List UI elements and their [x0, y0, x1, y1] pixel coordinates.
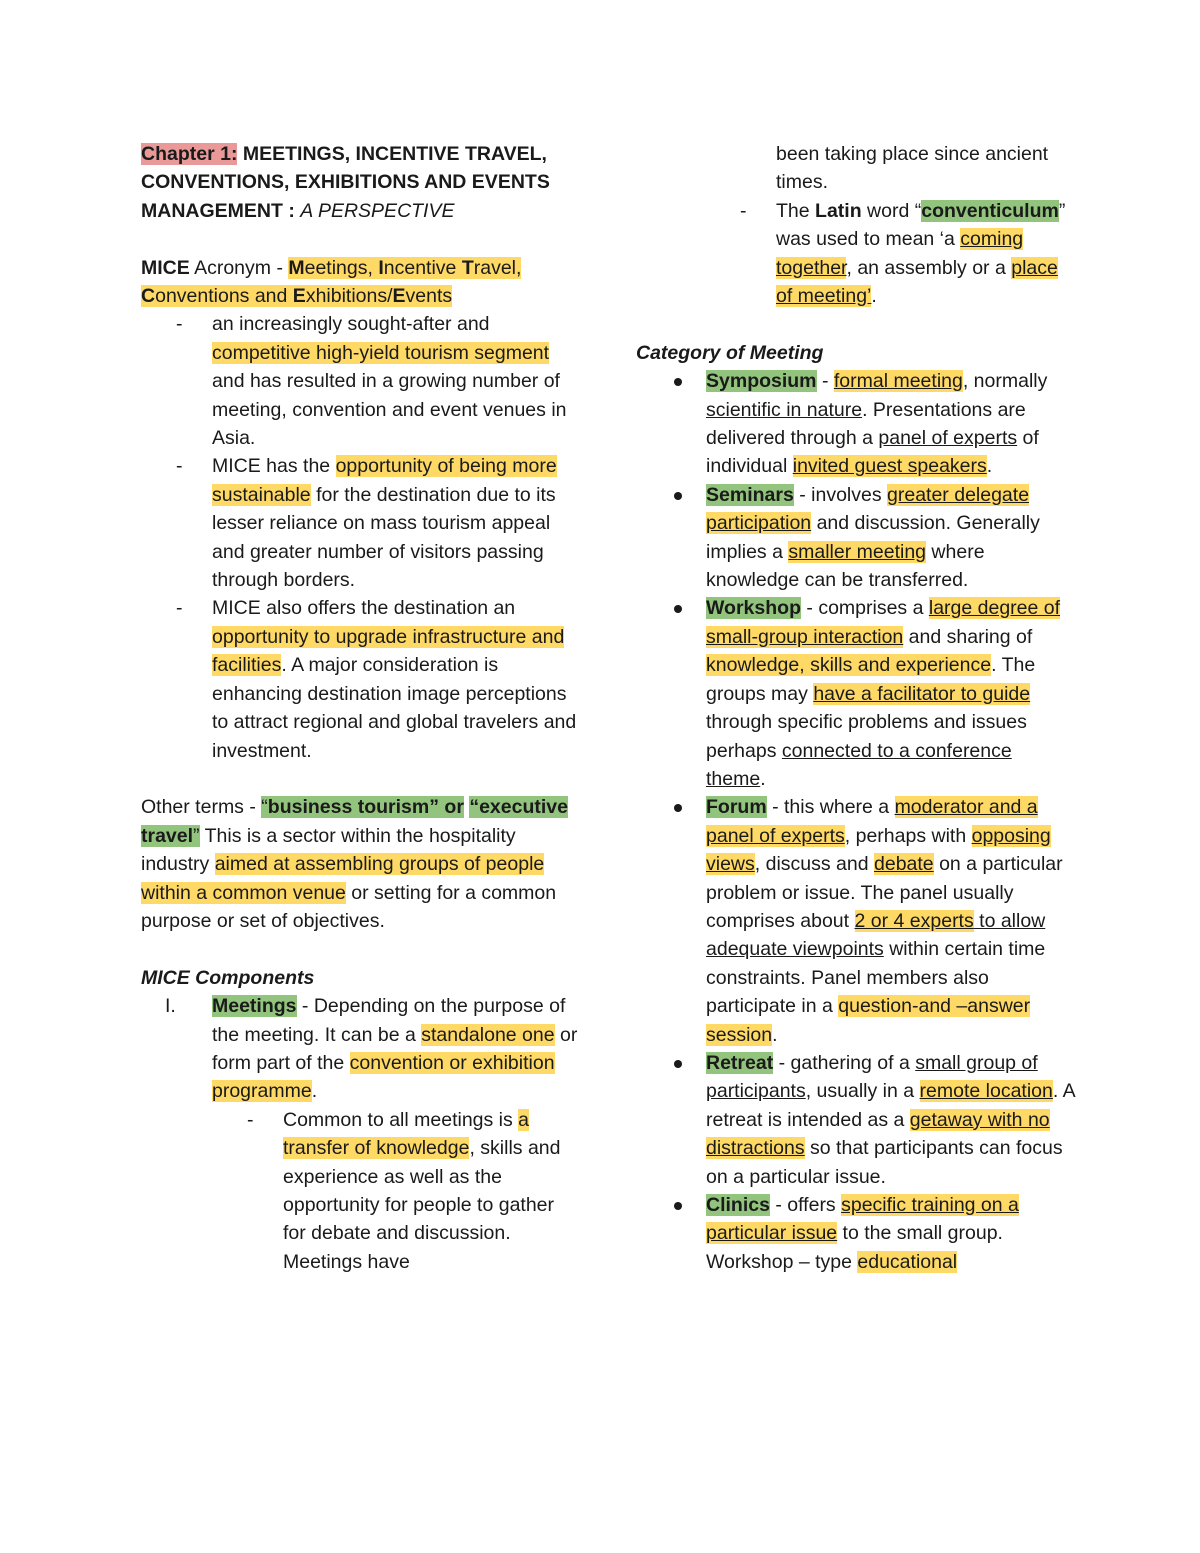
category-text: , usually in a: [805, 1080, 920, 1103]
chapter-title: MEETINGS, INCENTIVE TRAVEL, CONVENTIONS, EXHIBITIONS AND EVENTS MANAGEMENT :: [141, 143, 550, 222]
category-text: . The groups may: [706, 654, 1036, 705]
latin-label: Latin: [815, 199, 862, 222]
category-text: , perhaps with: [844, 824, 972, 847]
mice-acronym-line: [141, 254, 581, 311]
sub-highlight: a transfer of knowledge: [283, 1108, 530, 1160]
category-item-symposium: [636, 367, 1076, 481]
category-text: and sharing of: [903, 625, 1033, 648]
bullet-dot: [674, 378, 682, 386]
acronym-letter: I: [378, 256, 384, 279]
quote-open: “: [261, 796, 268, 819]
latin-text-a: The: [776, 199, 816, 222]
category-highlight: greater delegate participation: [706, 483, 1030, 535]
category-term: Seminars: [706, 483, 794, 506]
other-terms-text-a: This is a sector within the hospitality industry: [141, 824, 516, 876]
components-heading-text: MICE Components: [141, 966, 315, 989]
category-text: - offers: [769, 1194, 842, 1217]
other-terms-paragraph: [141, 793, 581, 935]
mice-bullet: [141, 594, 581, 764]
category-text: , normally: [962, 370, 1048, 393]
acronym-rest: ncentive: [383, 256, 462, 279]
component-meetings: [141, 992, 581, 1106]
term-business-tourism: business tourism” or: [267, 796, 464, 819]
left-column: [141, 140, 581, 1276]
dash-marker: -: [176, 597, 183, 620]
category-item-seminars: [636, 481, 1076, 595]
acronym-letter: M: [288, 256, 305, 279]
bullet-text: . A major consideration is enhancing destination image perceptions to attract regional and global travelers and investment.: [212, 654, 577, 762]
category-text: .: [772, 1023, 778, 1046]
category-text: of individual: [706, 427, 1039, 478]
category-highlight: specific training on a particular issue: [706, 1194, 1019, 1245]
category-heading: [636, 339, 1076, 367]
category-text: .: [986, 455, 993, 478]
meetings-text-c: .: [311, 1080, 318, 1103]
category-text: on a particular problem or issue. The panel usually comprises about: [706, 853, 1063, 932]
category-term: Forum: [706, 796, 767, 819]
quote-close: ”: [193, 824, 200, 847]
category-item-forum: [636, 793, 1076, 1049]
category-highlight: formal meeting: [833, 370, 963, 393]
acronym-rest: eetings,: [304, 256, 379, 279]
category-text: , discuss and: [754, 853, 874, 876]
category-text: - gathering of a: [773, 1051, 916, 1074]
acronym-rest: onventions and: [155, 285, 293, 308]
latin-highlight-2: place of meeting’: [776, 256, 1058, 308]
acronym-rest: ravel,: [473, 256, 522, 279]
term-executive-travel: “executive travel: [141, 796, 568, 847]
latin-highlight-1: coming together: [776, 228, 1024, 279]
bullet-dot: [674, 492, 682, 500]
sub-text-b: , skills and experience as well as the opportunity for people to gather for debate and discussion. Meetings have: [283, 1137, 561, 1273]
dash-marker: -: [740, 199, 747, 222]
other-terms-prefix: Other terms -: [141, 796, 262, 819]
category-text: - this where a: [766, 796, 895, 819]
mice-bullets: [141, 310, 581, 765]
category-text: . A retreat is intended as a: [706, 1080, 1075, 1131]
category-text: connected to a conference theme: [706, 739, 1012, 790]
category-text: -: [816, 370, 834, 393]
chapter-subtitle: A PERSPECTIVE: [300, 199, 455, 222]
meetings-continuation: been taking place since ancient times.: [776, 143, 1049, 194]
meetings-highlight-2: convention or exhibition programme: [212, 1051, 555, 1103]
meetings-text-b: or form part of the: [212, 1023, 578, 1074]
meetings-text-a: - Depending on the purpose of the meeting. It can be a: [212, 995, 566, 1046]
category-list: [636, 367, 1076, 1276]
right-column: [636, 140, 1076, 1276]
category-highlight: debate: [874, 853, 934, 876]
bullet-text: MICE has the: [212, 455, 336, 478]
latin-text-f: .: [871, 285, 877, 308]
category-highlight: moderator and a panel of experts: [706, 796, 1038, 847]
category-highlight: getaway with no distractions: [706, 1108, 1050, 1160]
bullet-highlight: competitive high-yield tourism segment: [212, 341, 550, 364]
term-meetings: Meetings: [212, 995, 297, 1018]
category-text: - comprises a: [800, 597, 929, 620]
category-highlight: educational: [857, 1250, 958, 1273]
category-text: through specific problems and issues perhaps: [706, 711, 1027, 762]
other-terms-text-c: or setting for a common purpose or set of objectives.: [141, 881, 557, 932]
category-text: panel of experts: [878, 427, 1018, 450]
category-highlight: knowledge, skills and experience: [706, 654, 992, 677]
latin-text-d: ” was used to mean ‘a: [776, 199, 1066, 251]
chapter-heading: [141, 140, 581, 225]
category-highlight: invited guest speakers: [792, 455, 987, 478]
category-item-workshop: [636, 594, 1076, 793]
bullet-text: an increasingly sought-after and: [212, 313, 490, 336]
bullet-highlight: opportunity to upgrade infrastructure and facilities: [212, 625, 565, 677]
category-text: scientific in nature: [706, 398, 863, 421]
category-highlight: smaller meeting: [788, 540, 927, 563]
bullet-highlight: opportunity of being more sustainable: [212, 455, 557, 506]
category-text: to allow adequate viewpoints: [706, 909, 1046, 961]
other-terms-highlight: aimed at assembling groups of people within a common venue: [141, 853, 545, 904]
category-highlight: opposing views: [706, 824, 1051, 876]
category-text: . Presentations are delivered through a: [706, 398, 1026, 450]
latin-text-c: word “: [861, 199, 922, 222]
category-text: where knowledge can be transferred.: [706, 540, 985, 592]
bullet-dot: [674, 804, 682, 812]
category-item-retreat: [636, 1049, 1076, 1191]
mice-bullet: [141, 310, 581, 452]
meetings-highlight-1: standalone one: [421, 1023, 555, 1046]
category-highlight: remote location: [919, 1080, 1053, 1103]
acronym-letter: E: [292, 285, 306, 308]
mice-label: MICE: [141, 256, 190, 279]
bullet-text: MICE also offers the destination an: [212, 597, 516, 620]
dash-marker: -: [176, 455, 183, 478]
acronym-rest: xhibitions/: [305, 285, 393, 308]
acronym-rest: vents: [405, 285, 453, 308]
bullet-dot: [674, 605, 682, 613]
acronym-text: Acronym -: [189, 256, 289, 279]
category-term: Clinics: [706, 1194, 770, 1217]
category-heading-text: Category of Meeting: [636, 341, 824, 364]
meetings-sub-bullet: [141, 1106, 581, 1276]
acronym-letter: T: [461, 256, 474, 279]
bullet-text: and has resulted in a growing number of meeting, convention and event venues in Asia.: [212, 370, 567, 450]
bullet-dot: [674, 1060, 682, 1068]
latin-bullet: [636, 197, 1076, 311]
category-term: Retreat: [706, 1051, 774, 1074]
components-heading: [141, 964, 581, 992]
category-item-clinics: [636, 1191, 1076, 1276]
latin-text-e: , an assembly or a: [846, 256, 1012, 279]
acronym-letter: E: [392, 285, 406, 308]
category-text: to the small group. Workshop – type: [706, 1222, 1003, 1273]
category-term: Workshop: [706, 597, 801, 620]
category-text: and discussion. Generally implies a: [706, 512, 1040, 563]
dash-marker: -: [247, 1108, 254, 1131]
roman-numeral: I.: [165, 995, 176, 1018]
bullet-text: for the destination due to its lesser reliance on mass tourism appeal and greater number of visitors passing through borders.: [212, 483, 556, 592]
category-highlight: have a facilitator to guide: [813, 682, 1031, 705]
category-text: within certain time constraints. Panel members also participate in a: [706, 938, 1046, 1018]
category-text: - involves: [793, 483, 888, 506]
term-conventiculum: conventiculum: [921, 199, 1059, 222]
category-text: small group of participants: [706, 1051, 1038, 1103]
mice-bullet: [141, 452, 581, 594]
category-highlight: question-and –answer session: [706, 995, 1031, 1046]
category-highlight: 2 or 4 experts: [854, 909, 974, 932]
category-text: .: [760, 767, 766, 790]
category-term: Symposium: [706, 370, 817, 393]
acronym-letter: C: [141, 285, 156, 308]
chapter-label: Chapter 1:: [141, 143, 238, 165]
sub-text-a: Common to all meetings is: [283, 1108, 519, 1131]
category-text: so that participants can focus on a particular issue.: [706, 1137, 1063, 1188]
bullet-dot: [674, 1202, 682, 1210]
category-highlight: large degree of small-group interaction: [706, 597, 1061, 648]
dash-marker: -: [176, 313, 183, 336]
